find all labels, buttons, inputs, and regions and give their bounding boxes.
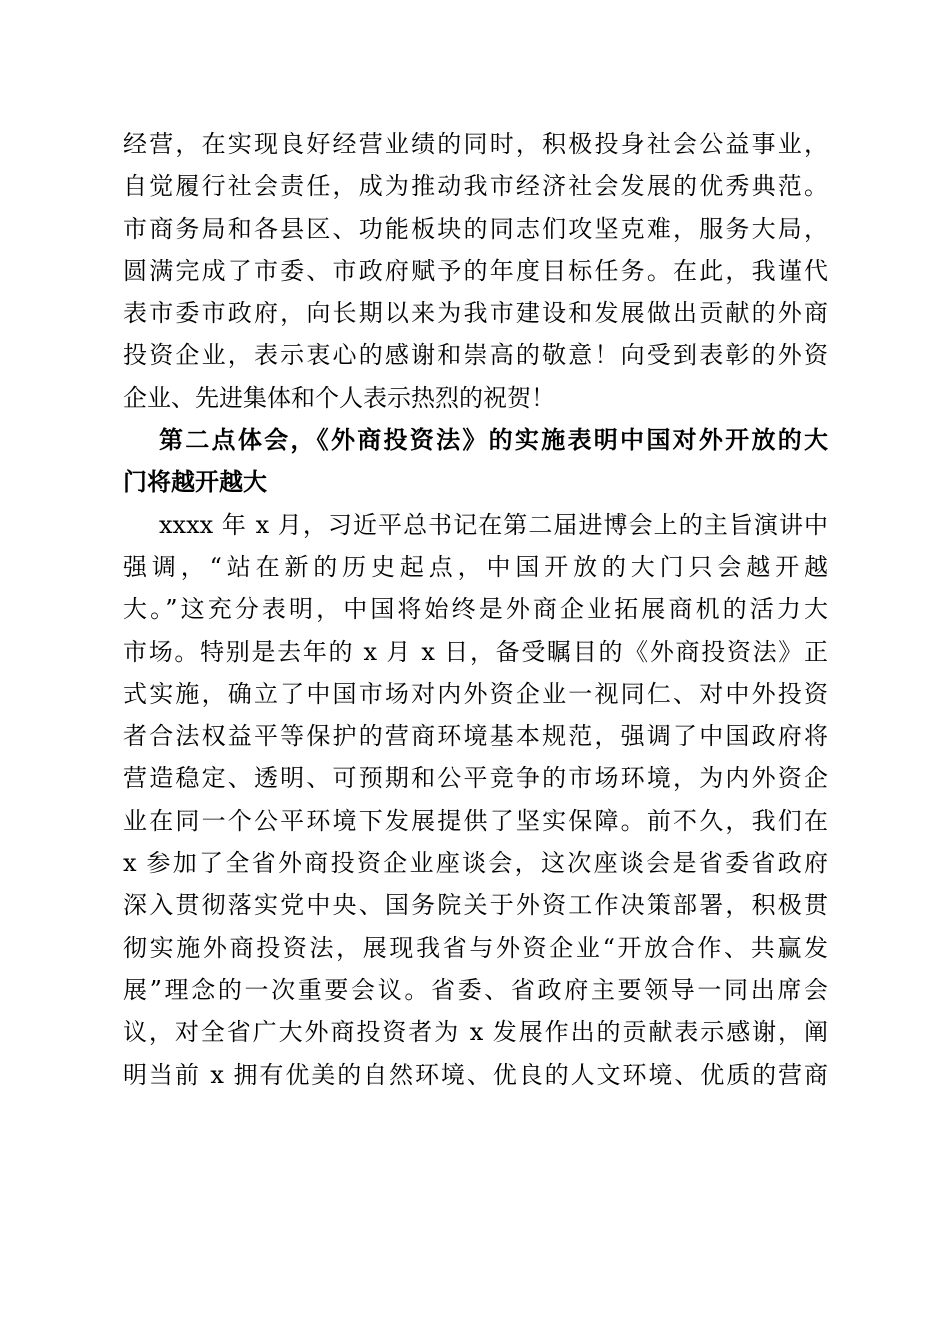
heading-line: 第二点体会，《外商投资法》的实施表明中国对外开放的大 <box>159 425 828 455</box>
text-line: 式实施，确立了中国市场对内外资企业一视同仁、对中外投资 <box>123 679 828 708</box>
document-body <box>123 123 828 1096</box>
heading-line: 门将越开越大 <box>123 467 267 497</box>
text-line: 圆满完成了市委、市政府赋予的年度目标任务。在此，我谨代 <box>123 256 828 285</box>
text-line: xxxx 年 x 月，习近平总书记在第二届进博会上的主旨演讲中 <box>159 510 828 539</box>
paragraph-foreign-investment-law <box>123 504 828 1096</box>
text-line: 强调，“站在新的历史起点，中国开放的大门只会越开越 <box>123 552 828 581</box>
text-line: 经营，在实现良好经营业绩的同时，积极投身社会公益事业， <box>123 130 828 158</box>
text-line: 彻实施外商投资法，展现我省与外资企业“开放合作、共赢发 <box>123 933 828 962</box>
section-heading <box>123 419 828 504</box>
text-line: 大。”这充分表明，中国将始终是外商企业拓展商机的活力大 <box>123 595 828 624</box>
text-line: 展”理念的一次重要会议。省委、省政府主要领导一同出席会 <box>123 975 828 1004</box>
text-line: 市商务局和各县区、功能板块的同志们攻坚克难，服务大局， <box>123 214 828 243</box>
text-line: x 参加了全省外商投资企业座谈会，这次座谈会是省委省政府 <box>123 849 828 878</box>
text-line: 投资企业，表示衷心的感谢和崇高的敬意！向受到表彰的外资 <box>123 341 828 370</box>
text-line: 营造稳定、透明、可预期和公平竞争的市场环境，为内外资企 <box>123 764 828 793</box>
text-line: 表市委市政府，向长期以来为我市建设和发展做出贡献的外商 <box>123 299 828 328</box>
text-line: 者合法权益平等保护的营商环境基本规范，强调了中国政府将 <box>123 722 828 751</box>
text-line: 自觉履行社会责任，成为推动我市经济社会发展的优秀典范。 <box>123 172 828 201</box>
text-line: 明当前 x 拥有优美的自然环境、优良的人文环境、优质的营商 <box>123 1060 828 1089</box>
text-line: 企业、先进集体和个人表示热烈的祝贺！ <box>123 383 555 412</box>
paragraph-closing-thanks <box>123 123 828 419</box>
text-line: 市场。特别是去年的 x 月 x 日，备受瞩目的《外商投资法》正 <box>123 637 828 666</box>
text-line: 深入贯彻落实党中央、国务院关于外资工作决策部署，积极贯 <box>123 891 828 920</box>
text-line: 业在同一个公平环境下发展提供了坚实保障。前不久，我们在 <box>123 806 828 835</box>
text-line: 议，对全省广大外商投资者为 x 发展作出的贡献表示感谢，阐 <box>123 1018 828 1047</box>
